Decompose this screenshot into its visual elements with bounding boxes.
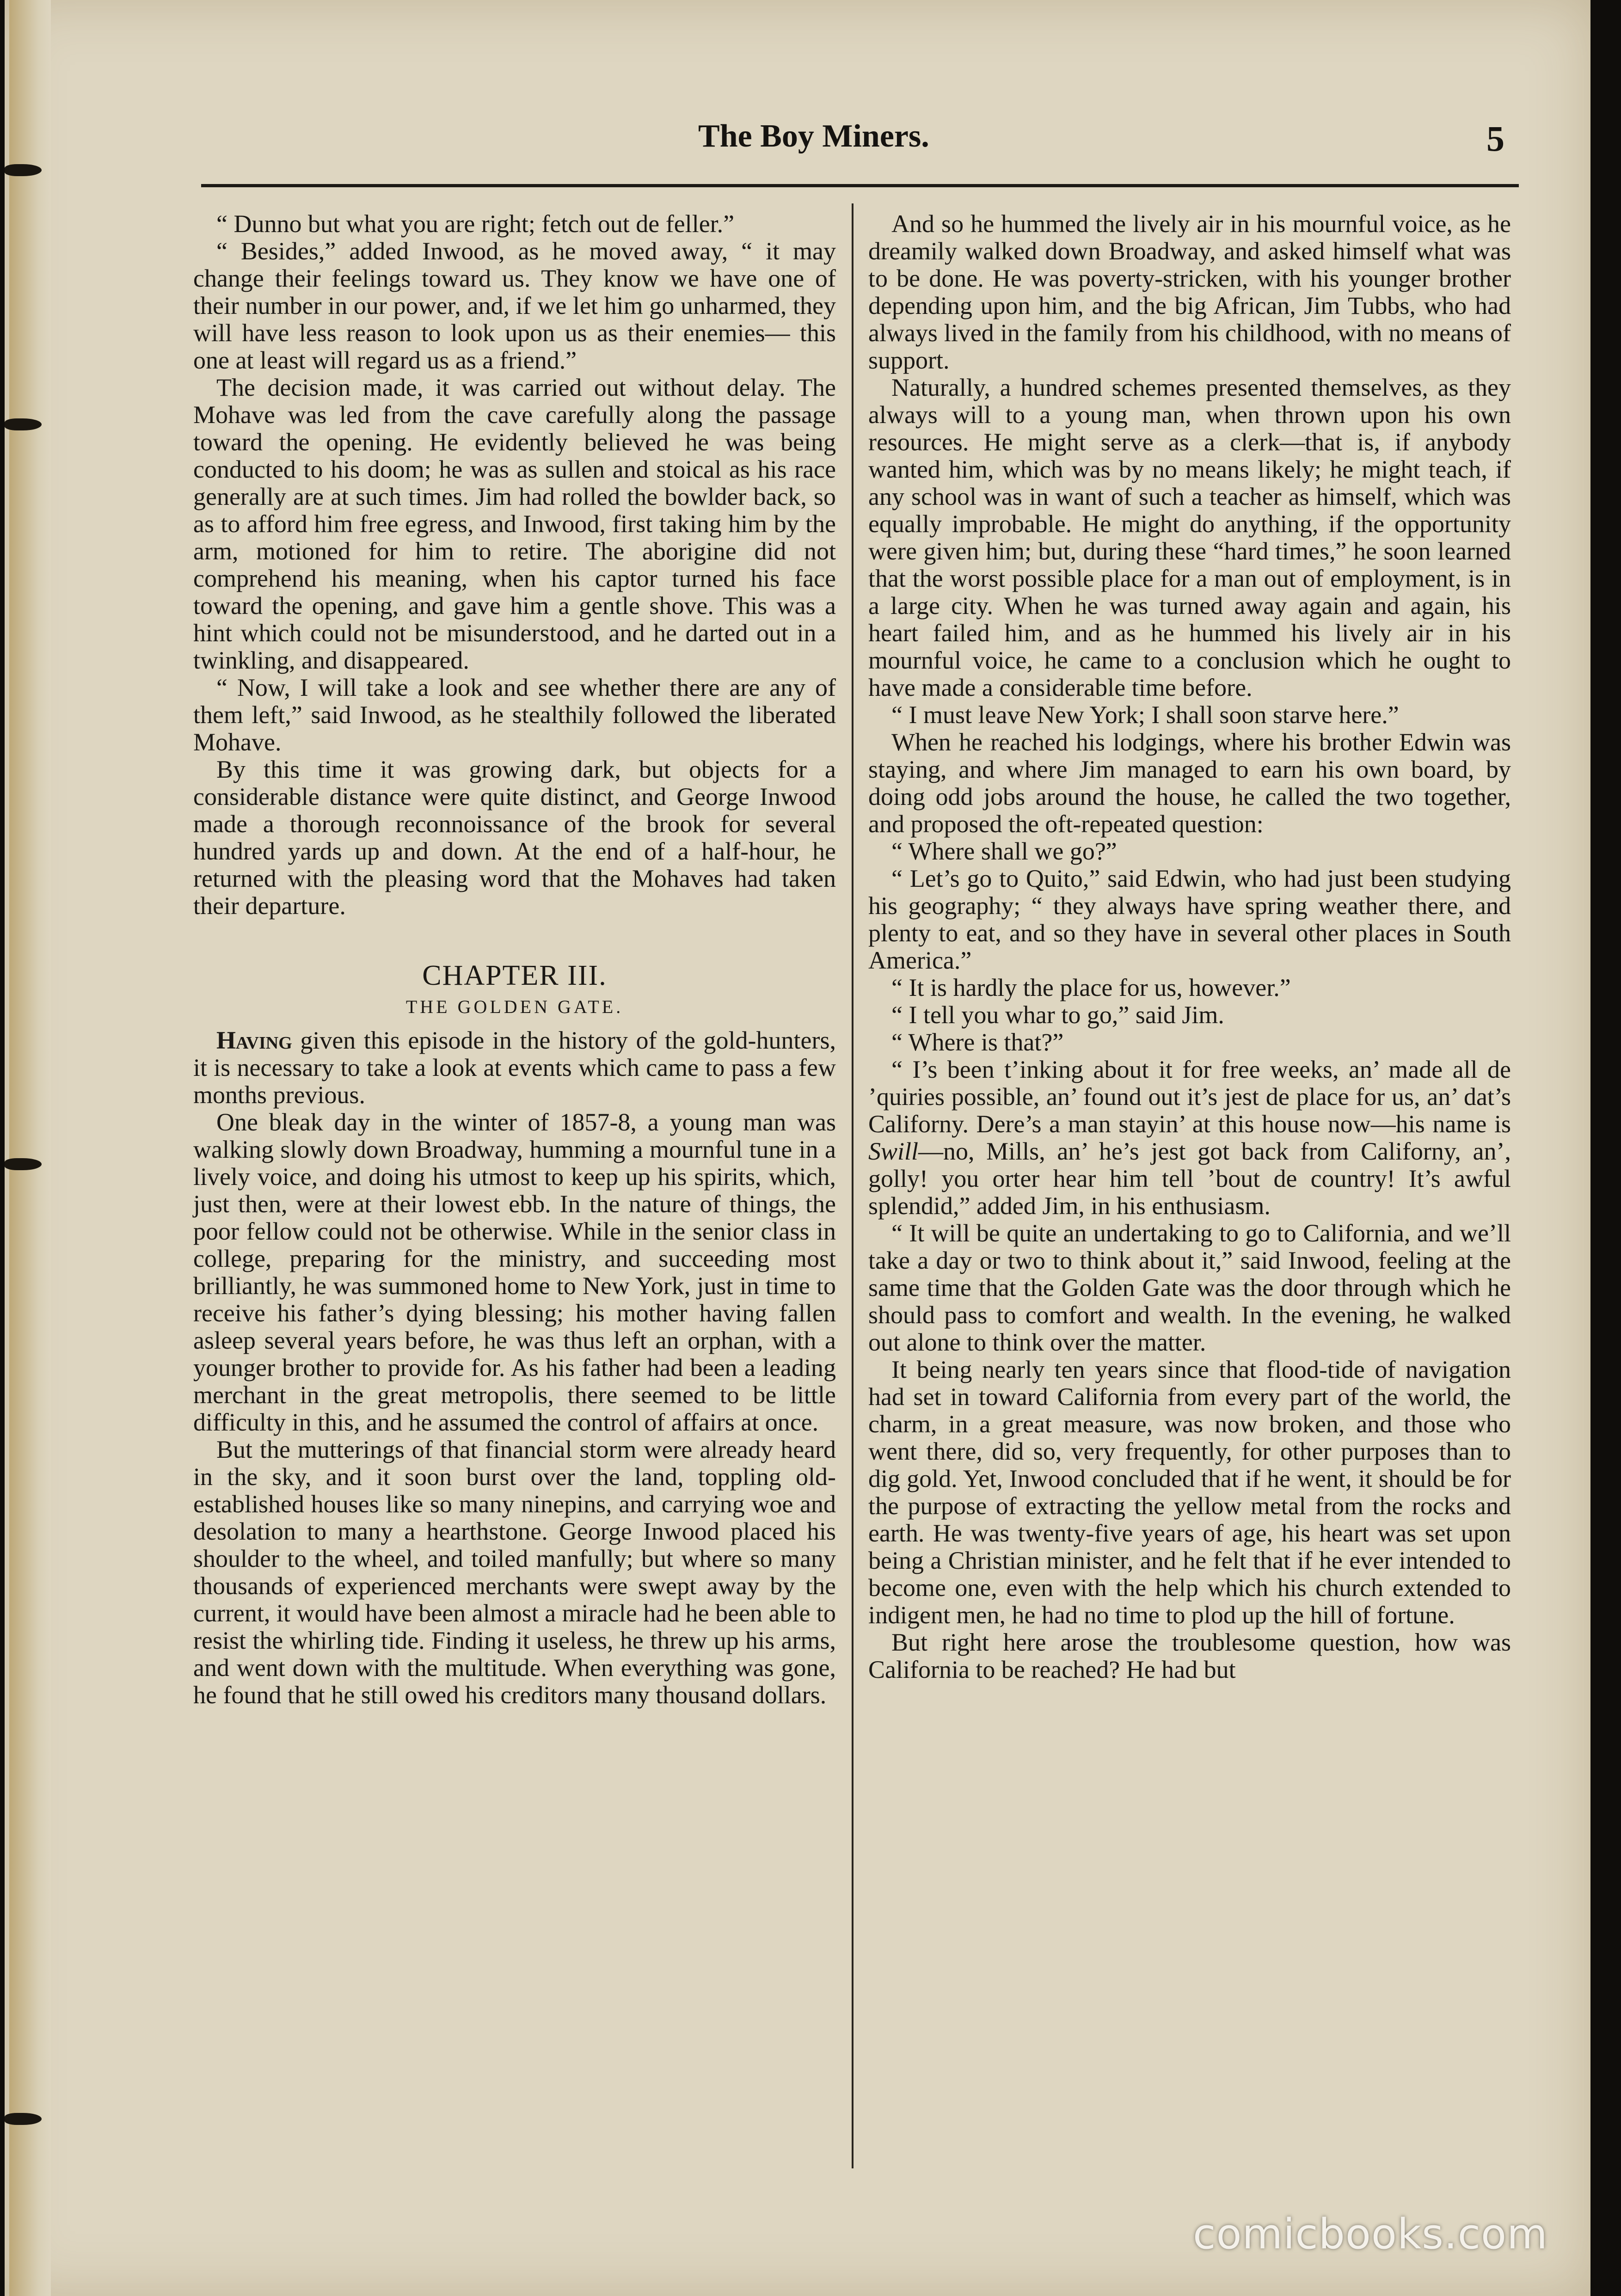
paragraph-text: —no, Mills, an’ he’s jest got back from Californy, an’, golly! you orter hear him tell ’bout de country! It’s awful splendid,” added Jim, in his enthusiasm.	[868, 1137, 1511, 1220]
paragraph: “ I tell you whar to go,” said Jim.	[891, 1001, 1224, 1029]
page-number: 5	[1486, 118, 1504, 159]
paragraph: But the mutterings of that financial storm were already heard in the sky, and it soon burst over the land, toppling old-established houses like so many ninepins, and carrying woe and desolation to many a hearthstone. George Inwood placed his shoulder to the wheel, and toiled manfully; but where so many thousands of experienced merchants were swept away by the current, it would have been almost a miracle had he been able to resist the whirling tide. Finding it useless, he threw up his arms, and went down with the multitude. When everything was gone, he found that he still owed his creditors many thousand dollars.	[193, 1436, 836, 1709]
binding-stitch	[5, 418, 42, 430]
paragraph: “ Where shall we go?”	[891, 837, 1117, 865]
binding-stitch	[5, 1158, 42, 1170]
binding-stitch	[5, 2113, 42, 2125]
running-title: The Boy Miners.	[698, 118, 929, 154]
binding-stitch	[5, 164, 42, 176]
column-divider	[852, 203, 853, 2168]
paragraph	[193, 1027, 836, 1109]
paragraph: And so he hummed the lively air in his mournful voice, as he dreamily walked down Broadway, and asked himself what was to be done. He was poverty-stricken, with his younger brother depending upon him, and the big African, Jim Tubbs, who had always lived in the family from his childhood, with no means of support.	[868, 210, 1511, 374]
book-page	[5, 0, 1590, 2296]
paragraph: “ Now, I will take a look and see whether there are any of them left,” said Inwood, as he stealthily followed the liberated Mohave.	[193, 674, 836, 756]
paragraph: “ It will be quite an undertaking to go to California, and we’ll take a day or two to think about it,” said Inwood, feeling at the same time that the Golden Gate was the door through which he should pass to comfort and wealth. In the evening, he walked out alone to think over the matter.	[868, 1219, 1511, 1356]
paragraph: The decision made, it was carried out without delay. The Mohave was led from the cave carefully along the passage toward the opening. He evidently believed he was being conducted to his doom; he was as sullen and stoical as his race generally are at such times. Jim had rolled the bowlder back, so as to afford him free egress, and Inwood, first taking him by the arm, motioned for him to retire. The aborigine did not comprehend his meaning, when his captor turned his face toward the opening, and gave him a gentle shove. This was a hint which could not be misunderstood, and he darted out in a twinkling, and disappeared.	[193, 374, 836, 674]
paragraph: When he reached his lodgings, where his brother Edwin was staying, and where Jim managed to earn his own board, by doing odd jobs around the house, he called the two together, and proposed the oft-repeated question:	[868, 728, 1511, 838]
paragraph: It being nearly ten years since that flood-tide of navigation had set in toward California from every part of the world, the charm, in a great measure, was now broken, and those who went there, did so, very frequently, for other purposes than to dig gold. Yet, Inwood concluded that if he went, it should be for the purpose of extracting the yellow metal from the rocks and earth. He was twenty-five years of age, his heart was set upon being a Christian minister, and he felt that if he ever intended to become one, even with the help which his church extended to indigent men, he had no time to plod up the hill of fortune.	[868, 1356, 1511, 1629]
paragraph: “ Dunno but what you are right; fetch out de feller.”	[216, 210, 735, 238]
binding-gutter	[9, 0, 51, 2296]
chapter-title: CHAPTER III.	[422, 960, 607, 991]
italic-word: Swill	[868, 1137, 919, 1165]
paragraph: “ Besides,” added Inwood, as he moved away, “ it may change their feelings toward us. They know we have one of their number in our power, and, if we let him go unharmed, they will have less reason to look upon us as their enemies— this one at least will regard us as a friend.”	[193, 237, 836, 374]
paragraph-text: “ I’s been t’inking about it for free weeks, an’ made all de ’quiries possible, an’ found out it’s jest de place for us, an’ dat’s Californy. Dere’s a man stayin’ at this house now—his name is	[868, 1056, 1511, 1138]
paragraph: “ Where is that?”	[891, 1028, 1064, 1056]
chapter-subtitle: THE GOLDEN GATE.	[405, 996, 624, 1017]
paragraph: One bleak day in the winter of 1857-8, a young man was walking slowly down Broadway, humming a mournful tune in a lively voice, and doing his utmost to keep up his spirits, which, just then, were at their lowest ebb. In the nature of things, the poor fellow could not be otherwise. While in the senior class in college, preparing for the ministry, and succeeding most brilliantly, he was summoned home to New York, just in time to receive his father’s dying blessing; his mother having fallen asleep several years before, he was thus left an orphan, with a younger brother to provide for. As his father had been a leading merchant in the great metropolis, there seemed to be little difficulty in this, and he assumed the control of affairs at once.	[193, 1108, 836, 1436]
paragraph: Naturally, a hundred schemes presented themselves, as they always will to a young man, when thrown upon his own resources. He might serve as a clerk—that is, if anybody wanted him, which was by no means likely; he might teach, if any school was in want of such a teacher as himself, which was equally improbable. He might do anything, if the opportunity were given him; but, during these “hard times,” he soon learned that the worst possible place for a man out of employment, is in a large city. When he was turned away again and again, his heart failed him, and as he hummed his lively air in his mournful voice, he came to a conclusion which he ought to have made a considerable time before.	[868, 374, 1511, 701]
paragraph: “ Let’s go to Quito,” said Edwin, who had just been studying his geography; “ they always have spring weather there, and plenty to eat, and so they have in several other places in South America.”	[868, 865, 1511, 974]
header-rule	[201, 184, 1519, 187]
chapter-lead-word: Having	[216, 1026, 292, 1054]
paragraph-text: given this episode in the history of the gold-hunters, it is necessary to take a look at events which came to pass a few months previous.	[193, 1026, 836, 1109]
right-column	[868, 210, 1511, 1683]
site-watermark: comicbooks.com	[1193, 2210, 1548, 2259]
left-column	[193, 210, 836, 1709]
paragraph: By this time it was growing dark, but objects for a considerable distance were quite distinct, and George Inwood made a thorough reconnoissance of the brook for several hundred yards up and down. At the end of a half-hour, he returned with the pleasing word that the Mohaves had taken their departure.	[193, 755, 836, 920]
paragraph: But right here arose the troublesome question, how was California to be reached? He had but	[868, 1628, 1511, 1683]
paragraph: “ I must leave New York; I shall soon starve here.”	[891, 701, 1399, 729]
paragraph: “ It is hardly the place for us, however.”	[891, 974, 1291, 1001]
paragraph	[868, 1056, 1511, 1220]
